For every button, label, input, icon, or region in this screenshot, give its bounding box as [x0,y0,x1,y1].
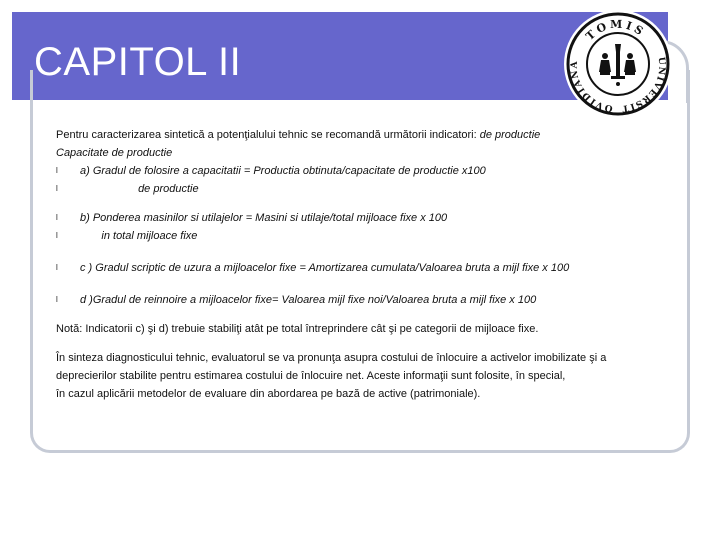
bullet-icon: l [56,213,58,222]
intro-suffix: de productie [479,129,541,141]
slide-title: CAPITOL II [34,40,242,84]
intro-line [56,126,668,144]
list-item [56,291,668,309]
item-text: de productie [80,183,199,195]
spacer [56,338,668,349]
final-line: în cazul aplicării metodelor de evaluare din abordarea pe bază de active (patrimoniale). [56,388,481,400]
bullet-icon: l [56,166,58,175]
capacity-line: Capacitate de productie [56,147,173,159]
item-text: c ) Gradul scriptic de uzura a mijloacelor fixe = Amortizarea cumulata/Valoarea bruta a mijl fixe x 100 [80,262,570,274]
list-item [56,209,668,227]
nota-text: Notă: Indicatorii c) şi d) trebuie stabiliţi atât pe total întreprindere cât şi pe categorii de mijloace fixe. [56,323,539,335]
university-seal [564,10,672,118]
item-text: a) Gradul de folosire a capacitatii = Productia obtinuta/capacitate de productie x100 [80,165,486,177]
seal-text-top: TOMIS [583,17,648,43]
final-line: În sinteza diagnosticului tehnic, evaluatorul se va pronunţa asupra costului de înlocuire a activelor imobilizate şi a [56,352,607,364]
bullet-icon: l [56,295,58,304]
seal-text-right: UNIVERSIT [620,56,667,114]
list-item [56,162,668,180]
item-text: b) Ponderea masinilor si utilajelor = Masini si utilaje/total mijloace fixe x 100 [80,212,448,224]
seal-logo-icon [564,10,672,118]
list-item [56,227,668,245]
spacer [56,245,668,259]
slide-content [56,126,668,403]
list-item [56,259,668,277]
spacer [56,309,668,320]
spacer [56,277,668,291]
bullet-icon: l [56,184,58,193]
spacer [56,198,668,209]
list-item [56,180,668,198]
final-line: deprecierilor stabilite pentru estimarea costului de înlocuire net. Aceste informaţii sunt folosite, în special, [56,370,566,382]
item-text: d )Gradul de reinnoire a mijloacelor fixe= Valoarea mijl fixe noi/Valoarea bruta a mijl fixe x 100 [80,294,537,306]
intro-prefix: Pentru caracterizarea sintetică a potenţialului tehnic se recomandă următorii indicatori: [56,129,477,141]
item-text: in total mijloace fixe [80,230,198,242]
bullet-icon: l [56,263,58,272]
seal-text-left: OVIDIANA [569,59,614,113]
bullet-icon: l [56,231,58,240]
